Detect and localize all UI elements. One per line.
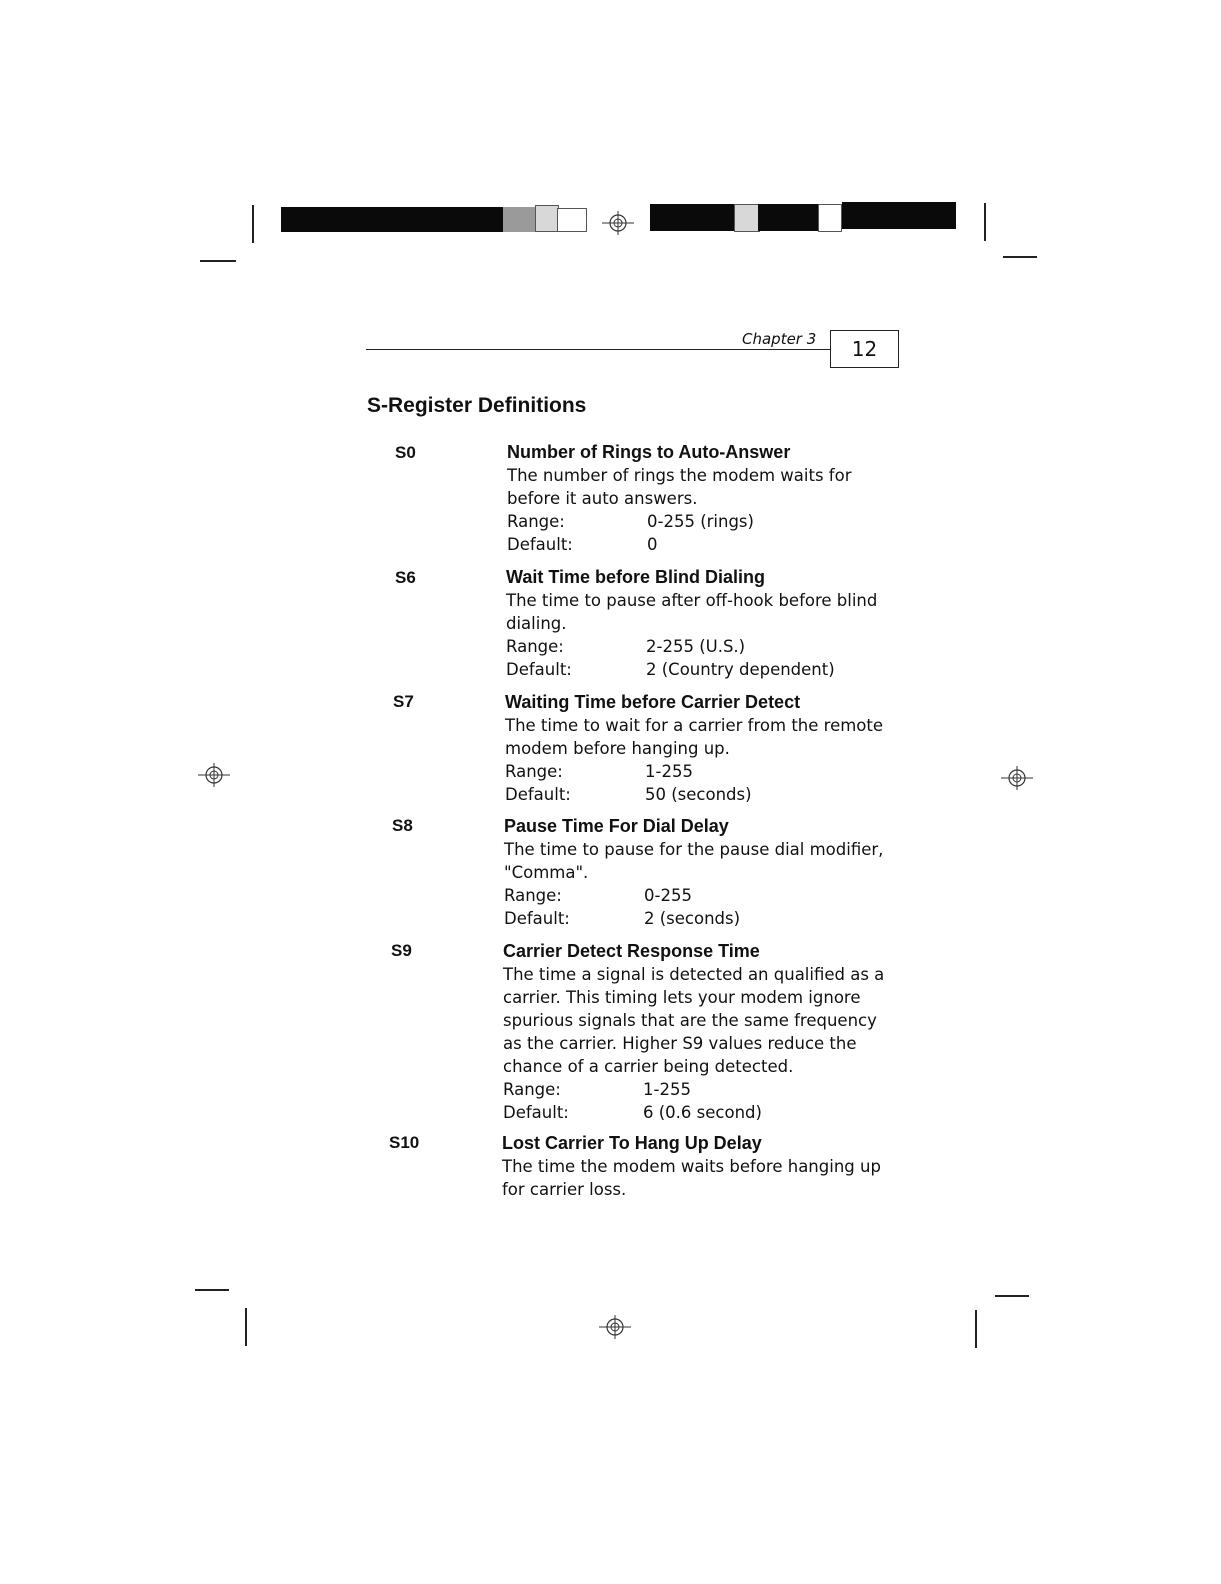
register-entry	[507, 441, 907, 556]
register-description: The time to pause for the pause dial modifier, "Comma".	[504, 840, 884, 882]
range-row	[507, 510, 907, 533]
range-row	[503, 1078, 903, 1101]
register-title: Wait Time before Blind Dialing	[506, 567, 766, 587]
default-value: 50 (seconds)	[645, 785, 752, 804]
default-row	[507, 533, 907, 556]
range-label: Range:	[504, 886, 562, 905]
crop-mark-bottom-left-v	[245, 1308, 247, 1346]
default-value: 2 (seconds)	[644, 909, 741, 928]
register-description: The time to wait for a carrier from the remote modem before hanging up.	[505, 716, 884, 758]
registration-mark-icon	[196, 761, 232, 789]
register-title: Lost Carrier To Hang Up Delay	[502, 1133, 762, 1153]
range-value: 1-255	[645, 762, 693, 781]
registration-mark-icon	[999, 764, 1035, 792]
default-value: 0	[647, 535, 658, 554]
registration-mark-icon	[600, 209, 636, 237]
register-code: S0	[395, 443, 416, 462]
range-value: 0-255 (rings)	[647, 512, 754, 531]
color-bar-patch	[535, 205, 559, 232]
register-code: S10	[389, 1133, 420, 1152]
color-bar-left	[281, 207, 503, 232]
register-title: Carrier Detect Response Time	[503, 941, 760, 961]
register-entry	[503, 940, 903, 1124]
range-label: Range:	[503, 1080, 561, 1099]
range-label: Range:	[506, 637, 564, 656]
registration-mark-icon	[597, 1313, 633, 1341]
register-title: Waiting Time before Carrier Detect	[505, 692, 801, 712]
default-label: Default:	[503, 1103, 569, 1122]
range-row	[506, 635, 906, 658]
default-row	[504, 907, 904, 930]
default-label: Default:	[507, 535, 573, 554]
crop-mark-top-right-h	[1003, 256, 1037, 258]
range-row	[505, 760, 905, 783]
header-rule	[366, 349, 830, 350]
register-entry	[505, 691, 905, 806]
default-row	[506, 658, 906, 681]
register-entry	[504, 815, 904, 930]
crop-mark-bottom-right-h	[995, 1295, 1029, 1297]
range-label: Range:	[507, 512, 565, 531]
range-value: 2-255 (U.S.)	[646, 637, 746, 656]
register-description: The number of rings the modem waits for before it auto answers.	[507, 466, 852, 508]
register-description: The time the modem waits before hanging up for carrier loss.	[502, 1157, 881, 1199]
register-description: The time to pause after off-hook before blind dialing.	[506, 591, 878, 633]
crop-mark-bottom-left-h	[195, 1289, 229, 1291]
register-code: S6	[395, 568, 416, 587]
default-row	[505, 783, 905, 806]
register-entry	[506, 566, 906, 681]
register-description: The time a signal is detected an qualified as a carrier. This timing lets your modem ignore spurious signals that are the same frequency as the carrier. Higher S9 values reduce the chance of a carrier being detected.	[503, 965, 885, 1076]
color-bar-right	[758, 204, 818, 231]
color-bar-patch	[557, 208, 587, 232]
crop-mark-top-left-v	[252, 205, 254, 243]
range-row	[504, 884, 904, 907]
crop-mark-top-left-h	[200, 260, 236, 262]
range-value: 0-255	[644, 886, 692, 905]
page-number: 12	[830, 330, 899, 368]
default-label: Default:	[505, 785, 571, 804]
register-code: S9	[391, 941, 412, 960]
color-bar-right	[842, 202, 956, 229]
register-title: Pause Time For Dial Delay	[504, 816, 729, 836]
color-bar-right	[650, 204, 734, 231]
register-entry	[502, 1132, 902, 1201]
register-code: S8	[392, 816, 413, 835]
section-title: S-Register Definitions	[367, 394, 587, 417]
color-bar-patch	[503, 207, 535, 232]
default-label: Default:	[506, 660, 572, 679]
default-row	[503, 1101, 903, 1124]
default-value: 6 (0.6 second)	[643, 1103, 762, 1122]
register-title: Number of Rings to Auto-Answer	[507, 442, 791, 462]
crop-mark-bottom-right-v	[975, 1310, 977, 1348]
chapter-label: Chapter 3	[742, 330, 817, 348]
register-code: S7	[393, 692, 414, 711]
color-bar-patch	[734, 204, 760, 232]
default-label: Default:	[504, 909, 570, 928]
range-value: 1-255	[643, 1080, 691, 1099]
crop-mark-top-right-v	[984, 203, 986, 241]
color-bar-patch	[818, 204, 842, 232]
range-label: Range:	[505, 762, 563, 781]
default-value: 2 (Country dependent)	[646, 660, 835, 679]
